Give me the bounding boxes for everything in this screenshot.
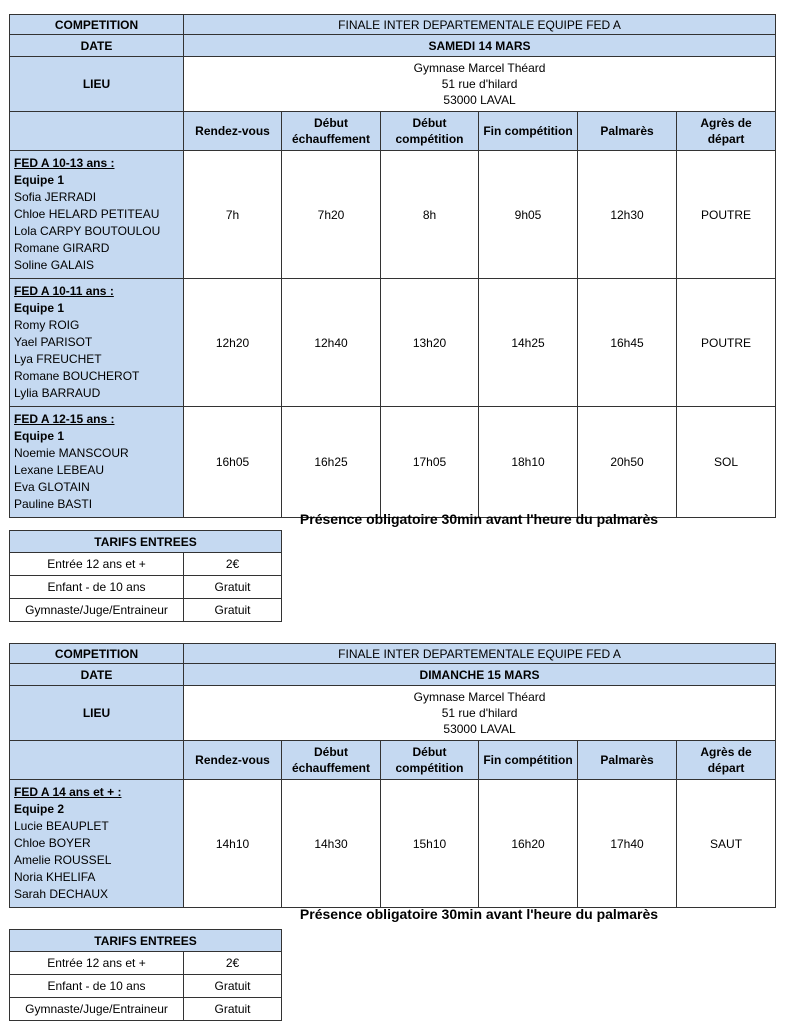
column-header: Rendez-vous xyxy=(184,741,282,780)
member-name: Lucie BEAUPLET xyxy=(14,819,109,833)
time-cell: 14h10 xyxy=(184,780,282,908)
time-cell: 16h20 xyxy=(479,780,578,908)
time-cell: 7h20 xyxy=(282,151,381,279)
lieu-label: LIEU xyxy=(10,57,184,112)
address-line: 51 rue d'hilard xyxy=(441,77,518,91)
team-name: Equipe 1 xyxy=(14,429,65,443)
time-cell: 14h25 xyxy=(479,279,578,407)
time-cell: 18h10 xyxy=(479,407,578,518)
tarif-price: Gratuit xyxy=(184,599,282,622)
schedule-table xyxy=(9,643,776,908)
member-name: Romane GIRARD xyxy=(14,241,110,255)
column-header: Fin compétition xyxy=(479,112,578,151)
schedule-table xyxy=(9,14,776,518)
member-name: Eva GLOTAIN xyxy=(14,480,90,494)
member-name: Pauline BASTI xyxy=(14,497,93,511)
category-title: FED A 10-11 ans : xyxy=(14,284,114,298)
address-line: 53000 LAVAL xyxy=(443,93,516,107)
time-cell: 16h05 xyxy=(184,407,282,518)
column-header: Début échauffement xyxy=(282,112,381,151)
category-title: FED A 12-15 ans : xyxy=(14,412,115,426)
time-cell: 20h50 xyxy=(578,407,677,518)
date-value: DIMANCHE 15 MARS xyxy=(184,664,776,686)
column-header: Agrès de départ xyxy=(677,112,776,151)
member-name: Sarah DECHAUX xyxy=(14,887,109,901)
tarif-label: Gymnaste/Juge/Entraineur xyxy=(10,998,184,1021)
member-name: Lya FREUCHET xyxy=(14,352,102,366)
member-name: Romane BOUCHEROT xyxy=(14,369,140,383)
tarif-row xyxy=(10,576,282,599)
member-name: Amelie ROUSSEL xyxy=(14,853,112,867)
tarif-label: Entrée 12 ans et + xyxy=(10,553,184,576)
member-name: Sofia JERRADI xyxy=(14,190,97,204)
lieu-address xyxy=(184,57,776,112)
column-header: Agrès de départ xyxy=(677,741,776,780)
tarif-row xyxy=(10,998,282,1021)
group-row xyxy=(10,780,776,908)
tarif-label: Entrée 12 ans et + xyxy=(10,952,184,975)
member-name: Lylia BARRAUD xyxy=(14,386,101,400)
tarif-price: 2€ xyxy=(184,553,282,576)
column-header: Début compétition xyxy=(381,741,479,780)
time-cell: 16h25 xyxy=(282,407,381,518)
group-cell xyxy=(10,151,184,279)
tarif-price: Gratuit xyxy=(184,975,282,998)
member-name: Chloe HELARD PETITEAU xyxy=(14,207,160,221)
address-line: 53000 LAVAL xyxy=(443,722,516,736)
lieu-label: LIEU xyxy=(10,686,184,741)
tarif-price: Gratuit xyxy=(184,998,282,1021)
member-name: Noemie MANSCOUR xyxy=(14,446,129,460)
column-header: Début compétition xyxy=(381,112,479,151)
member-name: Soline GALAIS xyxy=(14,258,95,272)
time-cell: POUTRE xyxy=(677,279,776,407)
team-name: Equipe 1 xyxy=(14,173,65,187)
time-cell: 15h10 xyxy=(381,780,479,908)
time-cell: 9h05 xyxy=(479,151,578,279)
group-row xyxy=(10,279,776,407)
time-cell: POUTRE xyxy=(677,151,776,279)
member-name: Romy ROIG xyxy=(14,318,80,332)
group-cell xyxy=(10,780,184,908)
header-blank xyxy=(10,741,184,780)
member-name: Chloe BOYER xyxy=(14,836,91,850)
attendance-note: Présence obligatoire 30min avant l'heure du palmarès xyxy=(299,511,659,527)
time-cell: 7h xyxy=(184,151,282,279)
time-cell: 16h45 xyxy=(578,279,677,407)
tarif-label: Enfant - de 10 ans xyxy=(10,576,184,599)
date-value: SAMEDI 14 MARS xyxy=(184,35,776,57)
date-label: DATE xyxy=(10,664,184,686)
date-label: DATE xyxy=(10,35,184,57)
tarifs-table xyxy=(9,530,282,622)
team-name: Equipe 2 xyxy=(14,802,65,816)
time-cell: 12h30 xyxy=(578,151,677,279)
time-cell: 8h xyxy=(381,151,479,279)
tarifs-table xyxy=(9,929,282,1021)
time-cell: SAUT xyxy=(677,780,776,908)
member-name: Lola CARPY BOUTOULOU xyxy=(14,224,161,238)
member-name: Lexane LEBEAU xyxy=(14,463,105,477)
time-cell: 13h20 xyxy=(381,279,479,407)
competition-label: COMPETITION xyxy=(10,15,184,35)
time-cell: SOL xyxy=(677,407,776,518)
tarif-row xyxy=(10,952,282,975)
group-cell xyxy=(10,279,184,407)
lieu-address xyxy=(184,686,776,741)
address-line: Gymnase Marcel Théard xyxy=(413,61,546,75)
group-row xyxy=(10,151,776,279)
category-title: FED A 14 ans et + : xyxy=(14,785,122,799)
group-row xyxy=(10,407,776,518)
time-cell: 17h05 xyxy=(381,407,479,518)
attendance-note: Présence obligatoire 30min avant l'heure du palmarès xyxy=(299,906,659,922)
column-header: Début échauffement xyxy=(282,741,381,780)
category-title: FED A 10-13 ans : xyxy=(14,156,115,170)
time-cell: 17h40 xyxy=(578,780,677,908)
column-header: Rendez-vous xyxy=(184,112,282,151)
tarif-row xyxy=(10,553,282,576)
tarif-price: Gratuit xyxy=(184,576,282,599)
competition-value: FINALE INTER DEPARTEMENTALE EQUIPE FED A xyxy=(184,15,776,35)
tarif-price: 2€ xyxy=(184,952,282,975)
tarif-label: Gymnaste/Juge/Entraineur xyxy=(10,599,184,622)
column-header: Fin compétition xyxy=(479,741,578,780)
member-name: Yael PARISOT xyxy=(14,335,93,349)
competition-label: COMPETITION xyxy=(10,644,184,664)
column-header: Palmarès xyxy=(578,112,677,151)
tarif-label: Enfant - de 10 ans xyxy=(10,975,184,998)
time-cell: 12h20 xyxy=(184,279,282,407)
time-cell: 12h40 xyxy=(282,279,381,407)
tarifs-title: TARIFS ENTREES xyxy=(10,930,282,952)
competition-value: FINALE INTER DEPARTEMENTALE EQUIPE FED A xyxy=(184,644,776,664)
tarif-row xyxy=(10,975,282,998)
team-name: Equipe 1 xyxy=(14,301,65,315)
address-line: 51 rue d'hilard xyxy=(441,706,518,720)
time-cell: 14h30 xyxy=(282,780,381,908)
column-header: Palmarès xyxy=(578,741,677,780)
member-name: Noria KHELIFA xyxy=(14,870,96,884)
group-cell xyxy=(10,407,184,518)
header-blank xyxy=(10,112,184,151)
address-line: Gymnase Marcel Théard xyxy=(413,690,546,704)
tarifs-title: TARIFS ENTREES xyxy=(10,531,282,553)
tarif-row xyxy=(10,599,282,622)
